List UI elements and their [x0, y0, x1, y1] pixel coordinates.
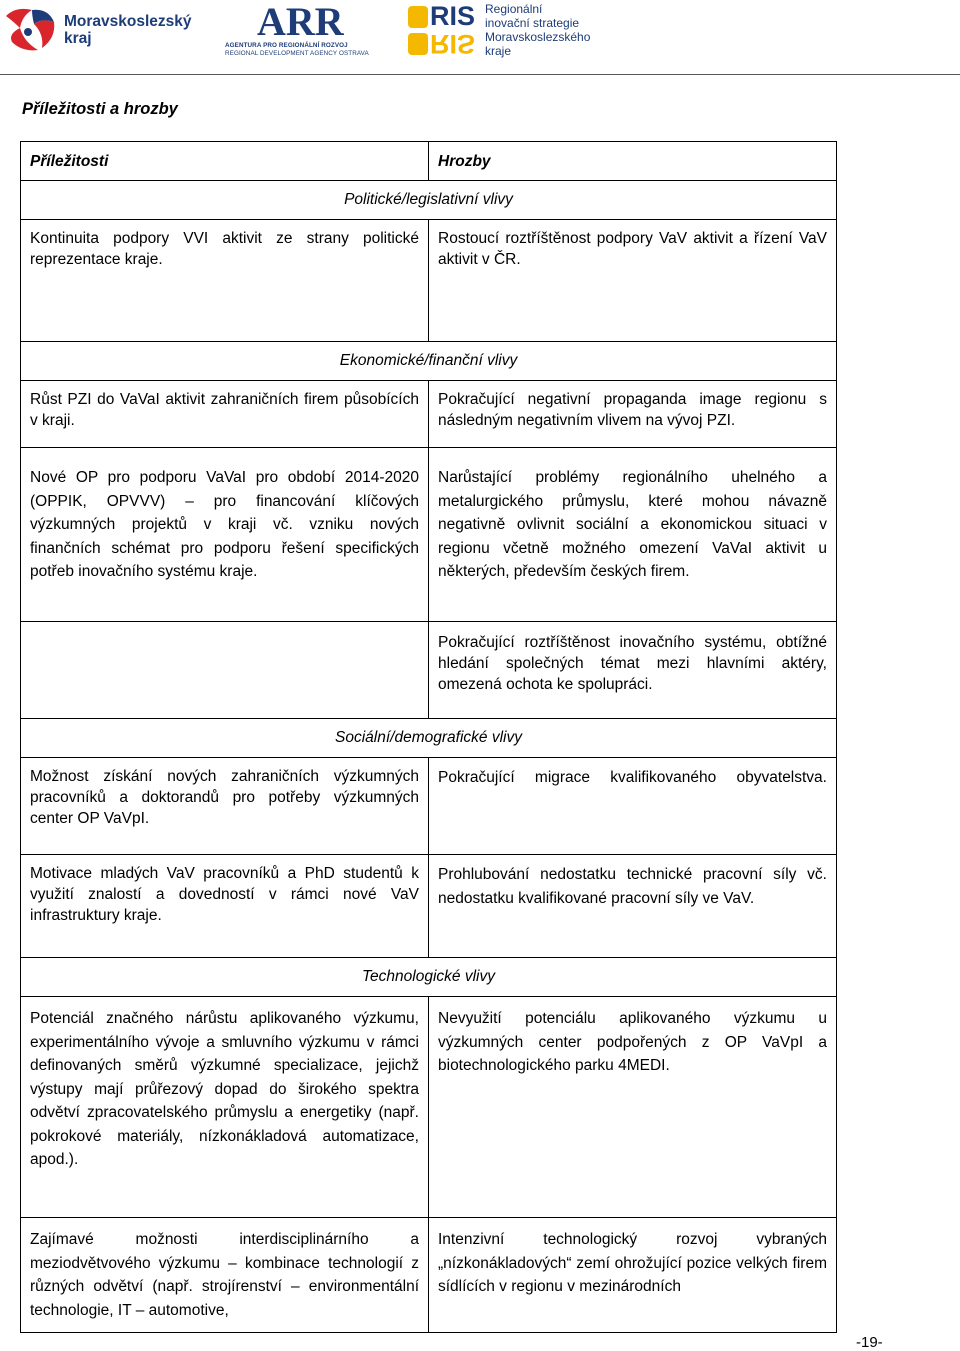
threat-cell: Rostoucí roztříštěnost podpory VaV aktivit a řízení VaV aktivit v ČR.	[429, 220, 837, 342]
ris-line3: Moravskoslezského	[485, 30, 591, 44]
threat-cell: Pokračující negativní propaganda image regionu s následným negativním vlivem na vývoj PZI.	[429, 381, 837, 448]
header-divider	[0, 74, 960, 75]
ris-line2: inovační strategie	[485, 16, 580, 30]
table-row	[21, 220, 837, 342]
arr-line2: REGIONAL DEVELOPMENT AGENCY OSTRAVA	[225, 50, 369, 57]
ris-line1: Regionální	[485, 2, 543, 16]
page-header	[0, 0, 960, 76]
moravskoslezsky-kraj-logo	[2, 2, 192, 58]
arr-mark: ARR	[257, 0, 344, 44]
ris-logo	[408, 2, 590, 58]
threat-text: Pokračující migrace kvalifikovaného obyvatelstva.	[438, 769, 827, 786]
table-row	[21, 758, 837, 855]
threat-cell: Intenzivní technologický rozvoj vybraných „nízkonákladových“ zemí ohrožující pozice velkých firem sídlících v regionu v mezinárodních	[429, 1218, 837, 1333]
ris-mark-bottom: RIS	[430, 29, 476, 59]
table-row	[21, 381, 837, 448]
logo1-line2: kraj	[64, 30, 92, 47]
opportunity-cell: Motivace mladých VaV pracovníků a PhD studentů k využití znalostí a dovedností v rámci nové VaV infrastruktury kraje.	[21, 855, 429, 958]
table-row	[21, 997, 837, 1218]
arr-line1: AGENTURA PRO REGIONÁLNÍ ROZVOJ	[225, 42, 348, 49]
page-title: Příležitosti a hrozby	[22, 100, 178, 118]
threat-cell: Narůstající problémy regionálního uhelného a metalurgického průmyslu, které mohou návazně negativně ovlivnit sociální a ekonomickou situaci v regionu včetně možného omezení VaVaI aktivit u některých, především českých firem.	[429, 448, 837, 622]
col-threats-header: Hrozby	[429, 142, 837, 181]
threat-cell	[429, 758, 837, 855]
swot-table	[20, 141, 837, 1333]
opportunity-cell: Kontinuita podpory VVI aktivit ze strany politické reprezentace kraje.	[21, 220, 429, 342]
table-row	[21, 855, 837, 958]
section-social: Sociální/demografické vlivy	[21, 719, 837, 758]
arr-logo	[225, 2, 369, 58]
col-opportunities-header: Příležitosti	[21, 142, 429, 181]
section-technological: Technologické vlivy	[21, 958, 837, 997]
ris-line4: kraje	[485, 44, 512, 58]
logo1-line1: Moravskoslezský	[64, 13, 192, 30]
threat-cell: Prohlubování nedostatku technické pracovní síly vč. nedostatku kvalifikované pracovní síly ve VaV.	[429, 855, 837, 958]
opportunity-cell: Nové OP pro podporu VaVaI pro období 2014-2020 (OPPIK, OPVVV) – pro financování klíčových výzkumných projektů v kraji vč. vzniku nových finančních schémat pro podporu řešení specifických potřeb inovačního systému kraje.	[21, 448, 429, 622]
section-economic: Ekonomické/finanční vlivy	[21, 342, 837, 381]
threat-cell: Pokračující roztříštěnost inovačního systému, obtížné hledání společných témat mezi hlavními aktéry, omezená ochota ke spolupráci.	[429, 622, 837, 719]
threat-cell: Nevyužití potenciálu aplikovaného výzkumu u výzkumných center podpořených z OP VaVpI a biotechnologického parku 4MEDI.	[429, 997, 837, 1218]
table-row	[21, 622, 837, 719]
opportunity-cell	[21, 622, 429, 719]
ris-mark-top: RIS	[430, 1, 476, 31]
opportunity-cell: Možnost získání nových zahraničních výzkumných pracovníků a doktorandů pro potřeby výzkumných center OP VaVpI.	[21, 758, 429, 855]
opportunity-cell: Zajímavé možnosti interdisciplinárního a meziodvětvového výzkumu – kombinace technologií z různých odvětví (např. strojírenství – environmentální technologie, IT – automotive,	[21, 1218, 429, 1333]
section-political: Politické/legislativní vlivy	[21, 181, 837, 220]
table-row	[21, 1218, 837, 1333]
page-number: -19-	[856, 1334, 883, 1351]
table-row	[21, 448, 837, 622]
opportunity-cell: Potenciál značného nárůstu aplikovaného výzkumu, experimentálního vývoje a smluvního výzkumu v rámci definovaných směrů výzkumné specializace, jejichž výstupy mají průřezový dopad do širokého spektra odvětví zpracovatelského průmyslu a energetiky (např. pokrokové materiály, nízkonákladová automatizace, apod.).	[21, 997, 429, 1218]
opportunity-cell: Růst PZI do VaVaI aktivit zahraničních firem působících v kraji.	[21, 381, 429, 448]
kraj-emblem-icon	[2, 2, 58, 58]
table-header-row	[21, 142, 837, 181]
